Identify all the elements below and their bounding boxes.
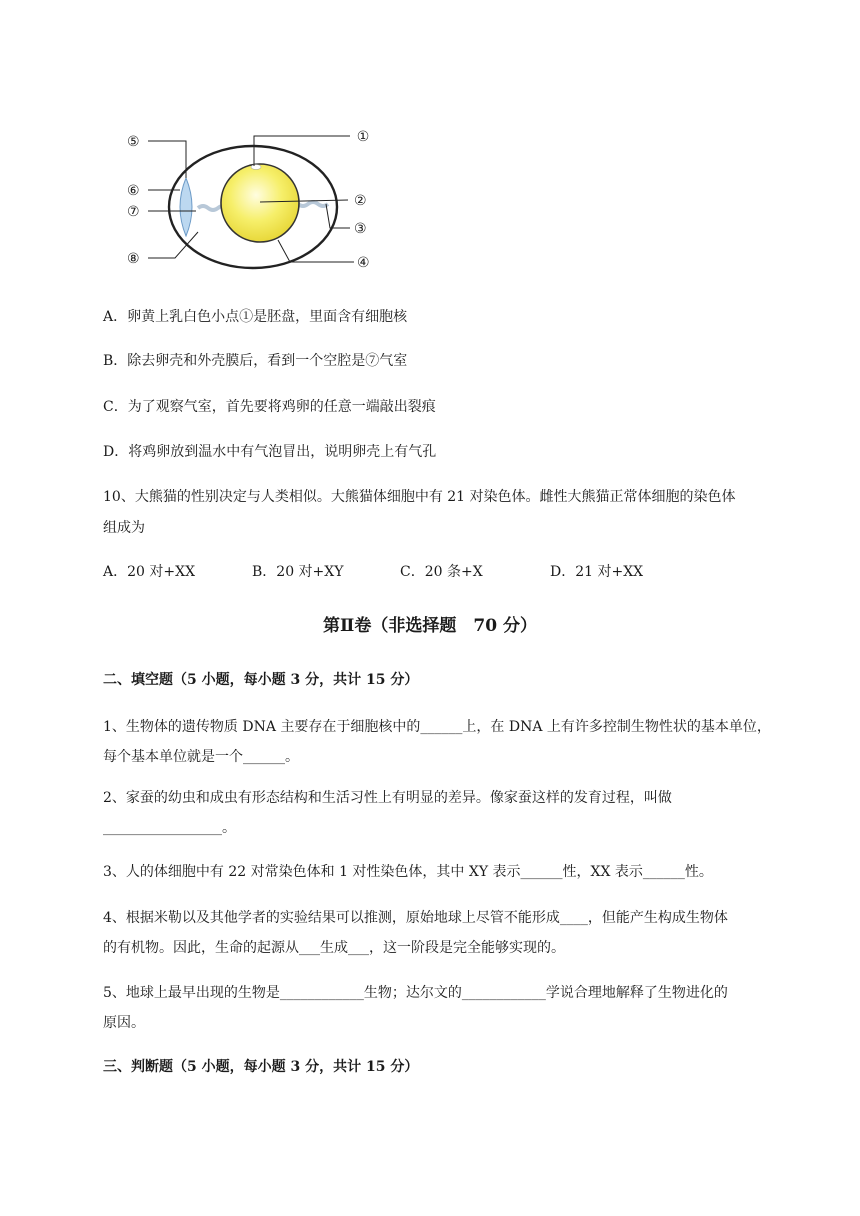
fill-q3: 3、人的体细胞中有 22 对常染色体和 1 对性染色体，其中 XY 表示______性，XX 表示______性。 xyxy=(103,864,713,880)
fill-q4-line2: 的有机物。因此，生命的起源从___生成___，这一阶段是完全能够实现的。 xyxy=(103,940,565,956)
label-2: ② xyxy=(354,193,367,209)
label-5: ⑤ xyxy=(127,134,140,150)
q9-option-a: A．卵黄上乳白色小点①是胚盘，里面含有细胞核 xyxy=(103,309,408,325)
part2-title: 第Ⅱ卷（非选择题 70 分） xyxy=(323,616,537,636)
label-7: ⑦ xyxy=(127,204,140,220)
fill-q5-line2: 原因。 xyxy=(103,1015,145,1031)
fill-q4-line1: 4、根据米勒以及其他学者的实验结果可以推测，原始地球上尽管不能形成____，但能产生构成生物体 xyxy=(103,910,728,926)
q9-option-c: C．为了观察气室，首先要将鸡卵的任意一端敲出裂痕 xyxy=(103,399,436,415)
q9-option-b: B．除去卵壳和外壳膜后，看到一个空腔是⑦气室 xyxy=(103,353,408,369)
label-3: ③ xyxy=(354,221,367,237)
label-1: ① xyxy=(356,129,370,145)
fill-q1-line2: 每个基本单位就是一个______。 xyxy=(103,749,299,765)
fill-q2-line1: 2、家蚕的幼虫和成虫有形态结构和生活习性上有明显的差异。像家蚕这样的发育过程，叫做 xyxy=(103,790,672,806)
germinal-disc xyxy=(251,165,261,170)
q10-option-a: A．20 对+XX xyxy=(103,564,196,580)
q10-stem-line1: 10、大熊猫的性别决定与人类相似。大熊猫体细胞中有 21 对染色体。雌性大熊猫正常体细胞的染色体 xyxy=(103,489,736,505)
fill-q2-line2: _________________。 xyxy=(103,820,236,836)
q10-option-b: B．20 对+XY xyxy=(252,564,344,580)
judge-section-heading: 三、判断题（5 小题，每小题 3 分，共计 15 分） xyxy=(103,1059,419,1075)
fill-q5-line1: 5、地球上最早出现的生物是____________生物；达尔文的____________学说合理地解释了生物进化的 xyxy=(103,985,728,1001)
q10-option-d: D．21 对+XX xyxy=(550,564,644,580)
q10-stem-line2: 组成为 xyxy=(103,520,145,536)
fill-section-heading: 二、填空题（5 小题，每小题 3 分，共计 15 分） xyxy=(103,672,419,688)
q9-option-d: D．将鸡卵放到温水中有气泡冒出，说明卵壳上有气孔 xyxy=(103,444,437,460)
fill-q1-line1: 1、生物体的遗传物质 DNA 主要存在于细胞核中的______上，在 DNA 上有许多控制生物性状的基本单位， xyxy=(103,719,771,735)
egg-structure-diagram xyxy=(118,120,378,280)
yolk xyxy=(221,164,299,242)
label-6: ⑥ xyxy=(127,183,140,199)
q10-option-c: C．20 条+X xyxy=(400,564,483,580)
label-4: ④ xyxy=(357,255,370,271)
label-8: ⑧ xyxy=(127,251,140,267)
